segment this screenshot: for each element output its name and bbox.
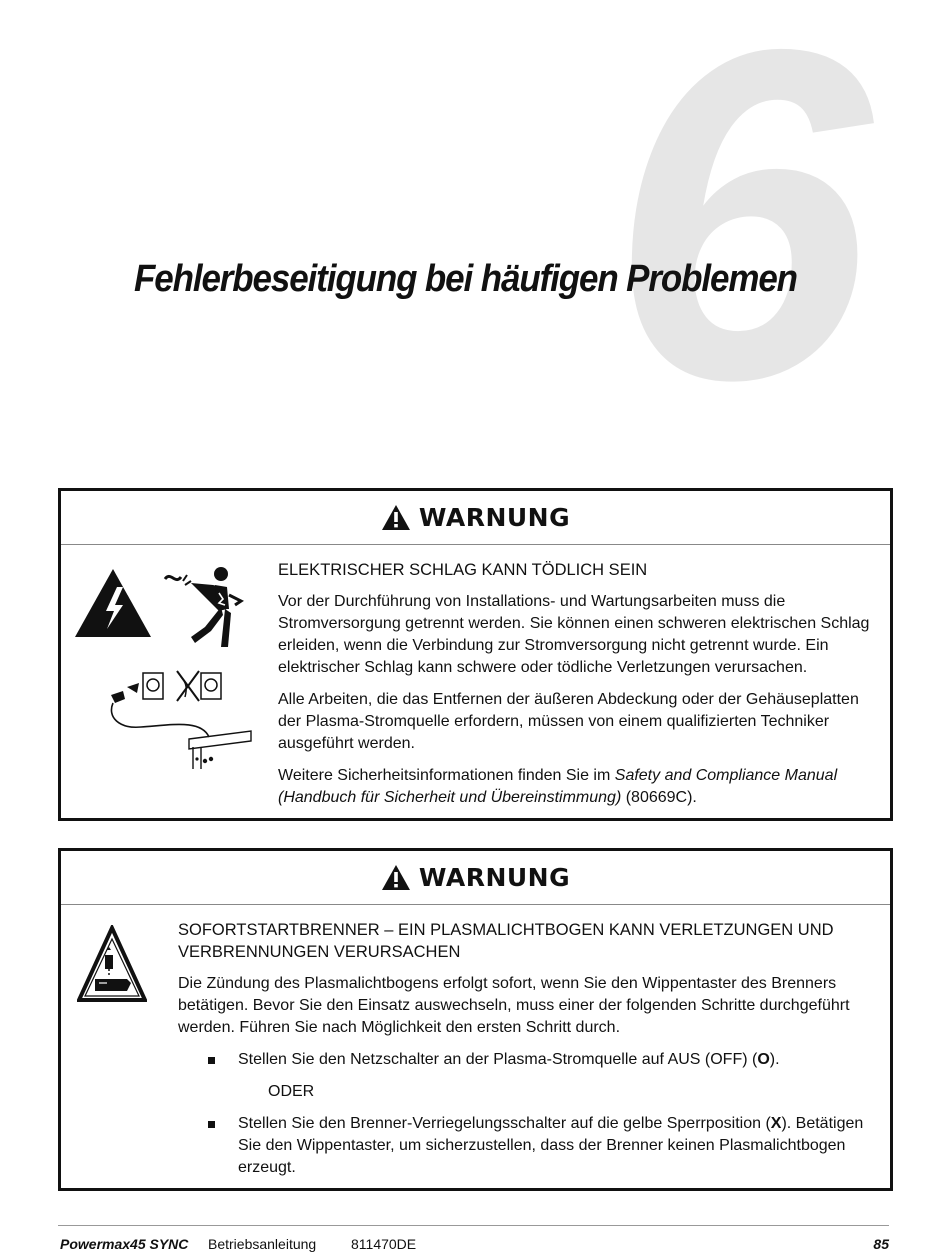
steps-list (178, 1049, 883, 1071)
high-voltage-icon (73, 567, 153, 639)
list-item: Stellen Sie den Brenner-Verriegelungsschalter auf die gelbe Sperrposition (X). Betätigen Sie den Wippentaster, um sicherzustellen, dass der Brenner keinen Plasmalichtbogen erzeugt. (178, 1113, 883, 1179)
lock-symbol: X (770, 1115, 782, 1132)
warning2-subhead: SOFORTSTARTBRENNER – EIN PLASMALICHTBOGEN KANN VERLETZUNGEN UND VERBRENNUNGEN VERURSACHEN (178, 921, 834, 961)
warning1-paragraph-3: Weitere Sicherheitsinformationen finden Sie im Safety and Compliance Manual (Handbuch für Sicherheit und Übereinstimmung) (80669C). (278, 767, 838, 806)
electrocuted-person-icon (161, 565, 261, 650)
manual-title: Safety and Compliance Manual (Handbuch für Sicherheit und Übereinstimmung) (278, 767, 838, 806)
warning-box-electric-shock (58, 488, 893, 821)
warning1-paragraph-1: Vor der Durchführung von Installations- und Wartungsarbeiten muss die Stromversorgung getrennt werden. Sie können einen schweren elektrischen Schlag erleiden, wenn die Verbindung zur Stromversorgung nicht getrennt wurde. Ein elektrischer Schlag kann schwere oder tödliche Verletzungen verursachen. (278, 593, 870, 676)
bullet-icon (208, 1121, 215, 1128)
warning-triangle-icon (381, 864, 411, 891)
warning-box-instant-on-torch (58, 848, 893, 1191)
warning-triangle-icon (381, 504, 411, 531)
footer-divider (58, 1225, 889, 1226)
footer-page-number: 85 (873, 1236, 889, 1252)
warning1-paragraph-2: Alle Arbeiten, die das Entfernen der äußeren Abdeckung oder der Gehäuseplatten der Plasma-Stromquelle erfordern, müssen von einem qualifizierten Techniker ausgeführt werden. (278, 691, 859, 752)
steps-list-2 (178, 1113, 883, 1179)
list-item: Stellen Sie den Netzschalter an der Plasma-Stromquelle auf AUS (OFF) (O). (178, 1049, 883, 1071)
bullet-icon (208, 1057, 215, 1064)
warning-label: WARNUNG (418, 503, 571, 532)
warning2-text (178, 919, 883, 1189)
footer-doc-number: 811470DE (351, 1236, 417, 1252)
or-label: ODER (268, 1083, 315, 1100)
warning-header (61, 491, 890, 545)
warning2-paragraph-1: Die Zündung des Plasmalichtbogens erfolgt sofort, wenn Sie den Wippentaster des Brenners betätigen. Bevor Sie den Einsatz auswechseln, muss einer der folgenden Schritte durchgeführt werden. Führen Sie nach Möglichkeit den ersten Schritt durch. (178, 975, 850, 1036)
footer-doc-type: Betriebsanleitung (208, 1236, 317, 1252)
chapter-title: Fehlerbeseitigung bei häufigen Problemen (134, 258, 797, 300)
off-symbol: O (757, 1051, 770, 1068)
warning1-subhead: ELEKTRISCHER SCHLAG KANN TÖDLICH SEIN (278, 561, 648, 579)
page-footer (58, 1236, 889, 1254)
disconnect-power-icon (101, 667, 271, 777)
torch-hazard-icon (77, 925, 147, 1003)
warning1-text (278, 559, 884, 819)
warning-label: WARNUNG (418, 863, 571, 892)
footer-product: Powermax45 SYNC (60, 1236, 189, 1252)
warning-header (61, 851, 890, 905)
chapter-number: 6 (610, 0, 872, 477)
